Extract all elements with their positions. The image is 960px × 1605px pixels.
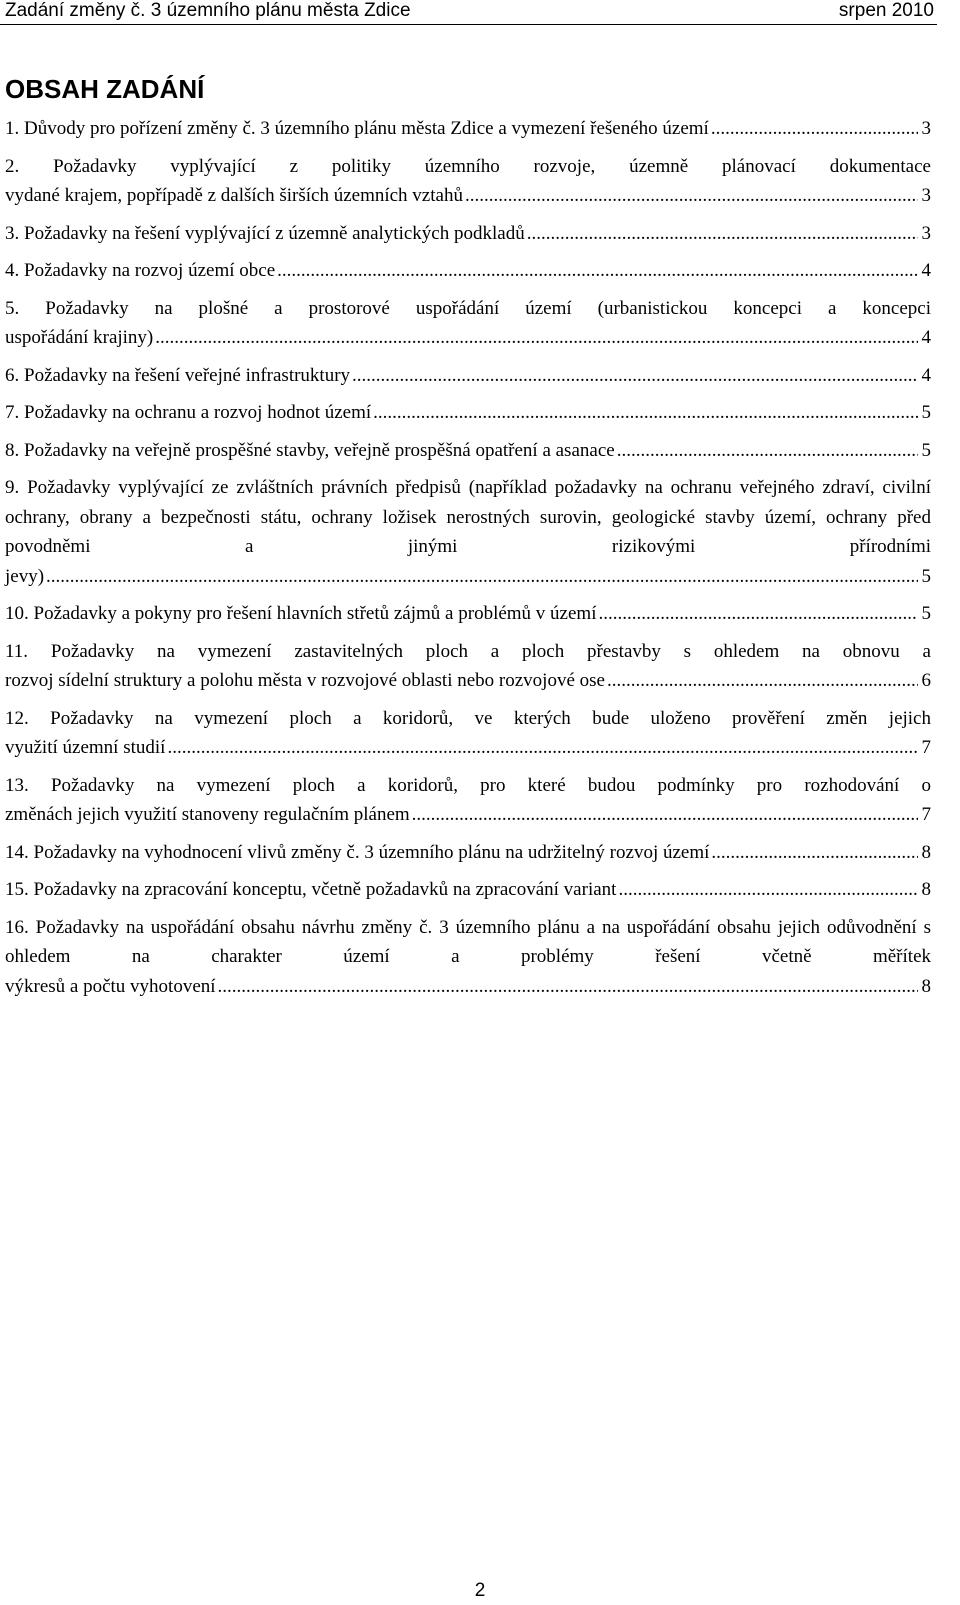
toc-entry-title: 14. Požadavky na vyhodnocení vlivů změny č. 3 územního plánu na udržitelný rozvoj území — [5, 841, 710, 863]
toc-page-number: 3 — [921, 222, 931, 244]
toc-leader-dots — [277, 256, 917, 286]
toc-entry-title: rozvoj sídelní struktury a polohu města v rozvojové oblasti nebo rozvojové ose — [5, 670, 605, 691]
page-header — [0, 0, 960, 24]
toc-entry-title: jevy) — [5, 565, 45, 587]
toc-entry-title: 15. Požadavky na zpracování konceptu, včetně požadavků na zpracování variant — [5, 879, 617, 900]
table-of-contents — [5, 114, 931, 1009]
toc-entry-title: 1. Důvody pro pořízení změny č. 3 územního plánu města Zdice a vymezení řešeného území — [5, 118, 709, 139]
toc-entry-line — [5, 398, 931, 428]
toc-leader-dots — [46, 562, 917, 592]
toc-leader-dots — [711, 838, 917, 868]
toc-entry-title: výkresů a počtu vyhotovení — [5, 975, 216, 997]
toc-entry-line — [5, 181, 931, 211]
toc-page-number: 5 — [921, 603, 931, 624]
toc-page-number: 7 — [921, 804, 931, 825]
toc-page-number: 4 — [921, 364, 931, 386]
toc-entry[interactable] — [5, 361, 931, 391]
toc-entry-title: 7. Požadavky na ochranu a rozvoj hodnot území — [5, 402, 372, 423]
toc-leader-dots — [711, 114, 918, 144]
toc-leader-dots — [607, 666, 918, 696]
toc-page-number: 5 — [921, 565, 931, 587]
toc-entry[interactable] — [5, 398, 931, 428]
toc-page-number: 4 — [921, 327, 931, 348]
toc-entry-line — [5, 838, 931, 868]
toc-page-number: 5 — [921, 402, 931, 423]
toc-leader-dots — [352, 361, 917, 391]
toc-page-number: 6 — [921, 670, 931, 691]
toc-leader-dots — [527, 219, 918, 249]
toc-entry[interactable] — [5, 913, 931, 1002]
toc-entry[interactable] — [5, 473, 931, 591]
toc-entry-title: 8. Požadavky na veřejně prospěšné stavby, veřejně prospěšná opatření a asanace — [5, 439, 615, 461]
toc-leader-dots — [598, 599, 917, 629]
toc-entry-line — [5, 599, 931, 629]
toc-entry[interactable] — [5, 838, 931, 868]
toc-leader-dots — [373, 398, 917, 428]
toc-entry-title: 3. Požadavky na řešení vyplývající z územně analytických podkladů — [5, 222, 525, 244]
page-number: 2 — [474, 1580, 486, 1601]
toc-page-number: 4 — [921, 260, 931, 281]
toc-entry-title: změnách jejich využití stanoveny regulačním plánem — [5, 804, 410, 825]
toc-entry[interactable] — [5, 637, 931, 696]
toc-entry-text: 9. Požadavky vyplývající ze zvláštních právních předpisů (například požadavky na ochranu veřejného zdraví, civilní ochrany, obrany a bezpečnosti státu, ochrany ložisek nerostných surovin, geologické stavby území, ochrany před povodněmi a jinými rizikovými přírodními — [5, 477, 931, 557]
toc-entry-line — [5, 323, 931, 353]
toc-entry-title: 6. Požadavky na řešení veřejné infrastruktury — [5, 364, 351, 386]
toc-entry[interactable] — [5, 771, 931, 830]
toc-page-number: 8 — [921, 841, 931, 863]
toc-entry-text: 13. Požadavky na vymezení ploch a koridorů, pro které budou podmínky pro rozhodování o — [5, 774, 931, 796]
toc-leader-dots — [465, 181, 918, 211]
toc-page-number: 3 — [921, 185, 931, 206]
toc-entry-line — [5, 361, 931, 391]
toc-entry-title: 10. Požadavky a pokyny pro řešení hlavních střetů zájmů a problémů v území — [5, 603, 597, 624]
toc-entry-line — [5, 666, 931, 696]
toc-leader-dots — [218, 972, 918, 1002]
toc-entry-line — [5, 219, 931, 249]
toc-entry[interactable] — [5, 875, 931, 905]
toc-leader-dots — [167, 733, 917, 763]
toc-entry-text: 5. Požadavky na plošné a prostorové uspořádání území (urbanistickou koncepci a koncepci — [5, 297, 931, 319]
toc-entry-title: vydané krajem, popřípadě z dalších širších územních vztahů — [5, 185, 463, 206]
toc-page-number: 8 — [921, 879, 931, 900]
toc-entry[interactable] — [5, 256, 931, 286]
toc-page-number: 7 — [921, 737, 931, 758]
toc-entry-line — [5, 114, 931, 144]
toc-leader-dots — [617, 436, 918, 466]
toc-entry-line — [5, 733, 931, 763]
toc-heading: OBSAH ZADÁNÍ — [5, 74, 205, 104]
header-divider — [0, 24, 937, 25]
toc-entry-title: 4. Požadavky na rozvoj území obce — [5, 260, 276, 281]
toc-entry-line — [5, 436, 931, 466]
document-date: srpen 2010 — [838, 0, 934, 21]
toc-entry[interactable] — [5, 219, 931, 249]
toc-entry-line — [5, 800, 931, 830]
toc-leader-dots — [412, 800, 918, 830]
toc-page-number: 5 — [921, 439, 931, 461]
toc-entry-text: 11. Požadavky na vymezení zastavitelných ploch a ploch přestavby s ohledem na obnovu a — [5, 640, 931, 662]
toc-page-number: 3 — [921, 118, 931, 139]
toc-entry-line — [5, 256, 931, 286]
toc-leader-dots — [155, 323, 917, 353]
toc-entry-text: 12. Požadavky na vymezení ploch a koridorů, ve kterých bude uloženo prověření změn jejich — [5, 707, 931, 729]
toc-entry-line — [5, 562, 931, 592]
toc-leader-dots — [618, 875, 917, 905]
toc-entry[interactable] — [5, 294, 931, 353]
toc-entry-text: 2. Požadavky vyplývající z politiky územního rozvoje, územně plánovací dokumentace — [5, 155, 931, 177]
toc-entry[interactable] — [5, 114, 931, 144]
toc-entry-line — [5, 875, 931, 905]
toc-entry[interactable] — [5, 704, 931, 763]
toc-entry[interactable] — [5, 599, 931, 629]
toc-page-number: 8 — [921, 975, 931, 997]
toc-entry[interactable] — [5, 436, 931, 466]
toc-entry-title: uspořádání krajiny) — [5, 327, 154, 348]
toc-entry-text: 16. Požadavky na uspořádání obsahu návrhu změny č. 3 územního plánu a na uspořádání obsahu jejich odůvodnění s ohledem na charakter území a problémy řešení včetně měřítek — [5, 916, 931, 967]
toc-entry[interactable] — [5, 152, 931, 211]
toc-entry-title: využití územní studií — [5, 737, 166, 758]
document-title: Zadání změny č. 3 územního plánu města Zdice — [5, 0, 411, 21]
toc-entry-line — [5, 972, 931, 1002]
